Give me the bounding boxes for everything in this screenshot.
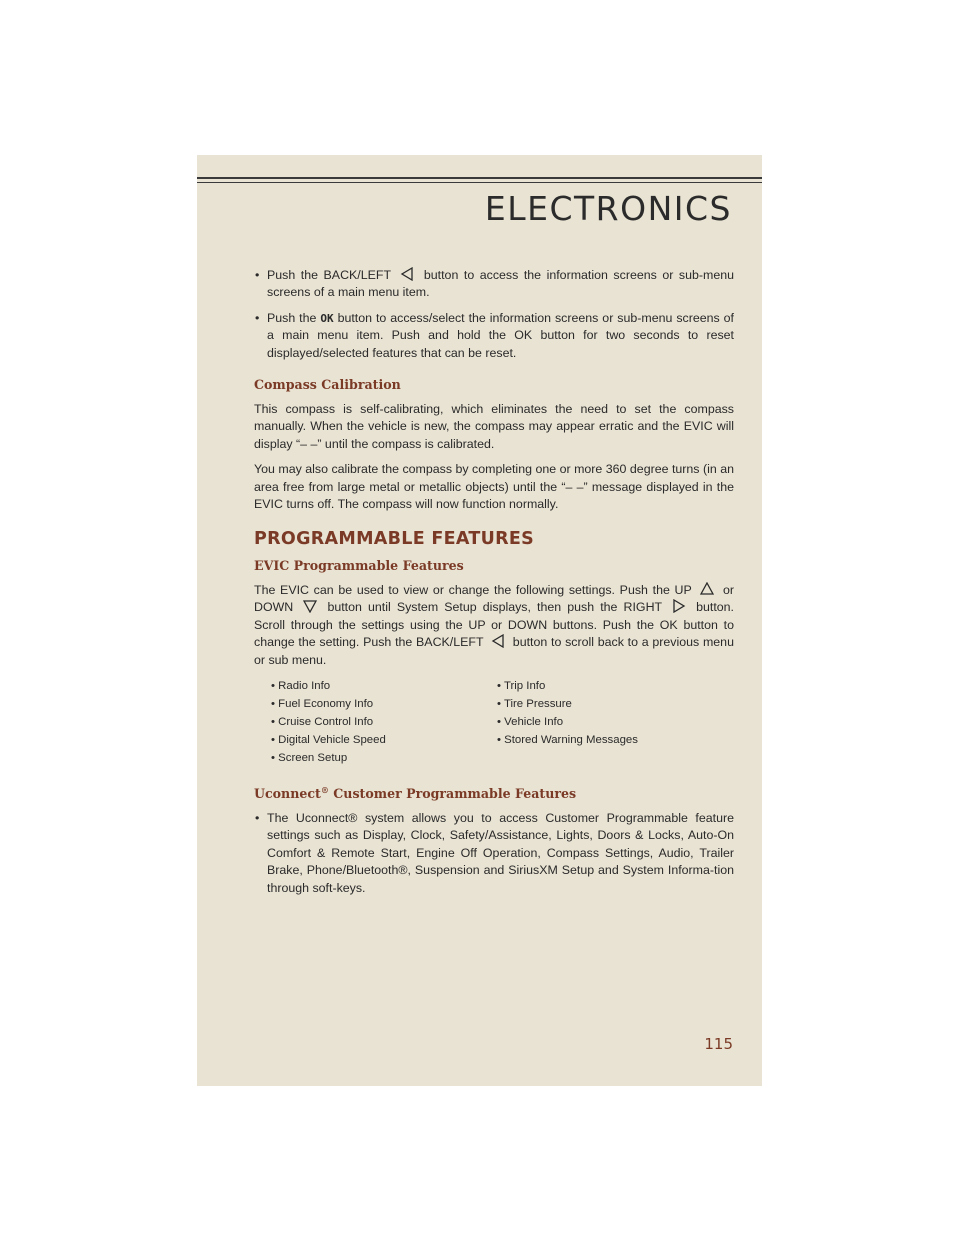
evic-text-part-3: button until System Setup displays, then push the RIGHT xyxy=(327,600,662,615)
evic-paragraph xyxy=(254,582,734,669)
compass-paragraph-2: You may also calibrate the compass by completing one or more 360 degree turns (in an area free from large metal or metallic objects) until the “– –” message displayed in the EVIC turns off. The compass will now function normally. xyxy=(254,462,734,512)
list-item: • Fuel Economy Info xyxy=(271,697,374,710)
ok-button-label: OK xyxy=(320,311,334,325)
page-content xyxy=(254,267,734,905)
list-item: • Screen Setup xyxy=(271,751,348,764)
uconnect-text-2: system allows you to access Customer Programmable feature settings such as Display, Clock, Safety/Assistance, Lights, Doors & Locks, Auto-On Comfort & Remote Start, Engine Off Operation, Compass Settings, Audio, Trailer Brake, Phone/Bluetooth xyxy=(267,810,734,878)
list-item: • Trip Info xyxy=(497,679,546,692)
list-item: • Digital Vehicle Speed xyxy=(271,733,386,746)
uconnect-bullet: • The Uconnect® system allows you to access Customer Programmable feature settings such as Display, Clock, Safety/Assistance, Lights, Doors & Locks, Auto-On Comfort & Remote Start, Engine Off Operation, Compass Settings, Audio, Trailer Brake, Phone/Bluetooth®, Suspension and SiriusXM Setup and System Informa-tion through soft-keys. xyxy=(255,810,734,895)
bullet-back-left-text-1: Push the BACK/LEFT xyxy=(267,268,391,282)
list-item: • Radio Info xyxy=(271,679,331,692)
bullet-ok: • Push the OK button to access/select the information screens or sub-menu screens of a main menu item. Push and hold the OK button for two seconds to reset displayed/selected features that can be reset. xyxy=(255,310,734,360)
page-number: 115 xyxy=(704,1035,733,1053)
bullet-ok-text-2: button to access/select the information screens or sub-menu screens of a main menu item. Push and hold the OK button for two seconds to reset displayed/selected features that can be reset. xyxy=(267,310,734,360)
header-rule-thick xyxy=(197,177,762,179)
list-item: • Vehicle Info xyxy=(497,715,564,728)
list-item: • Stored Warning Messages xyxy=(497,733,638,746)
header-rule-thin xyxy=(197,182,762,183)
uconnect-heading-brand: Uconnect xyxy=(254,785,321,801)
registered-mark: ® xyxy=(398,863,408,878)
list-item: • Tire Pressure xyxy=(497,697,572,710)
manual-page xyxy=(197,155,762,1086)
bullet-back-left-text-2: button to access the information screens or sub-menu screens of a main menu item. xyxy=(267,268,735,300)
list-item: • Cruise Control Info xyxy=(271,715,374,728)
left-triangle-icon xyxy=(400,267,414,281)
evic-text-part-5: button to scroll back to a previous menu or sub menu. xyxy=(254,635,734,667)
evic-features-heading: EVIC Programmable Features xyxy=(254,557,464,573)
down-triangle-icon xyxy=(303,599,317,613)
settings-list xyxy=(271,677,734,767)
right-triangle-icon xyxy=(672,599,686,613)
up-triangle-icon xyxy=(700,582,714,596)
uconnect-text-3: , Suspension and SiriusXM Setup and System Informa-tion through soft-keys. xyxy=(267,863,734,895)
bullet-ok-text-1: Push the xyxy=(267,310,317,325)
registered-mark: ® xyxy=(320,784,329,795)
uconnect-bullet-list xyxy=(254,810,734,897)
uconnect-heading-rest: Customer Programmable Features xyxy=(328,785,577,801)
programmable-features-heading: PROGRAMMABLE FEATURES xyxy=(254,529,535,550)
intro-bullet-list xyxy=(254,267,734,362)
evic-text-part-4: button. Scroll through the settings using the UP or DOWN buttons. Push the OK button to change the setting. Push the BACK/LEFT xyxy=(254,600,734,650)
uconnect-text-1: The Uconnect xyxy=(267,810,349,825)
left-triangle-icon xyxy=(491,634,505,648)
uconnect-features-heading xyxy=(254,785,734,802)
registered-mark: ® xyxy=(348,810,358,825)
compass-calibration-heading: Compass Calibration xyxy=(254,377,401,393)
bullet-back-left: • Push the BACK/LEFT button to access the information screens or sub-menu screens of a main menu item. xyxy=(255,268,735,300)
section-title: ELECTRONICS xyxy=(484,189,732,228)
compass-paragraph-1: This compass is self-calibrating, which eliminates the need to set the compass manually. When the vehicle is new, the compass may appear erratic and the EVIC will display “– –” until the compass is calibrated. xyxy=(254,402,734,451)
evic-text-part-2: or DOWN xyxy=(254,582,734,615)
evic-text-part-1: The EVIC can be used to view or change the following settings. Push the UP xyxy=(254,582,692,597)
